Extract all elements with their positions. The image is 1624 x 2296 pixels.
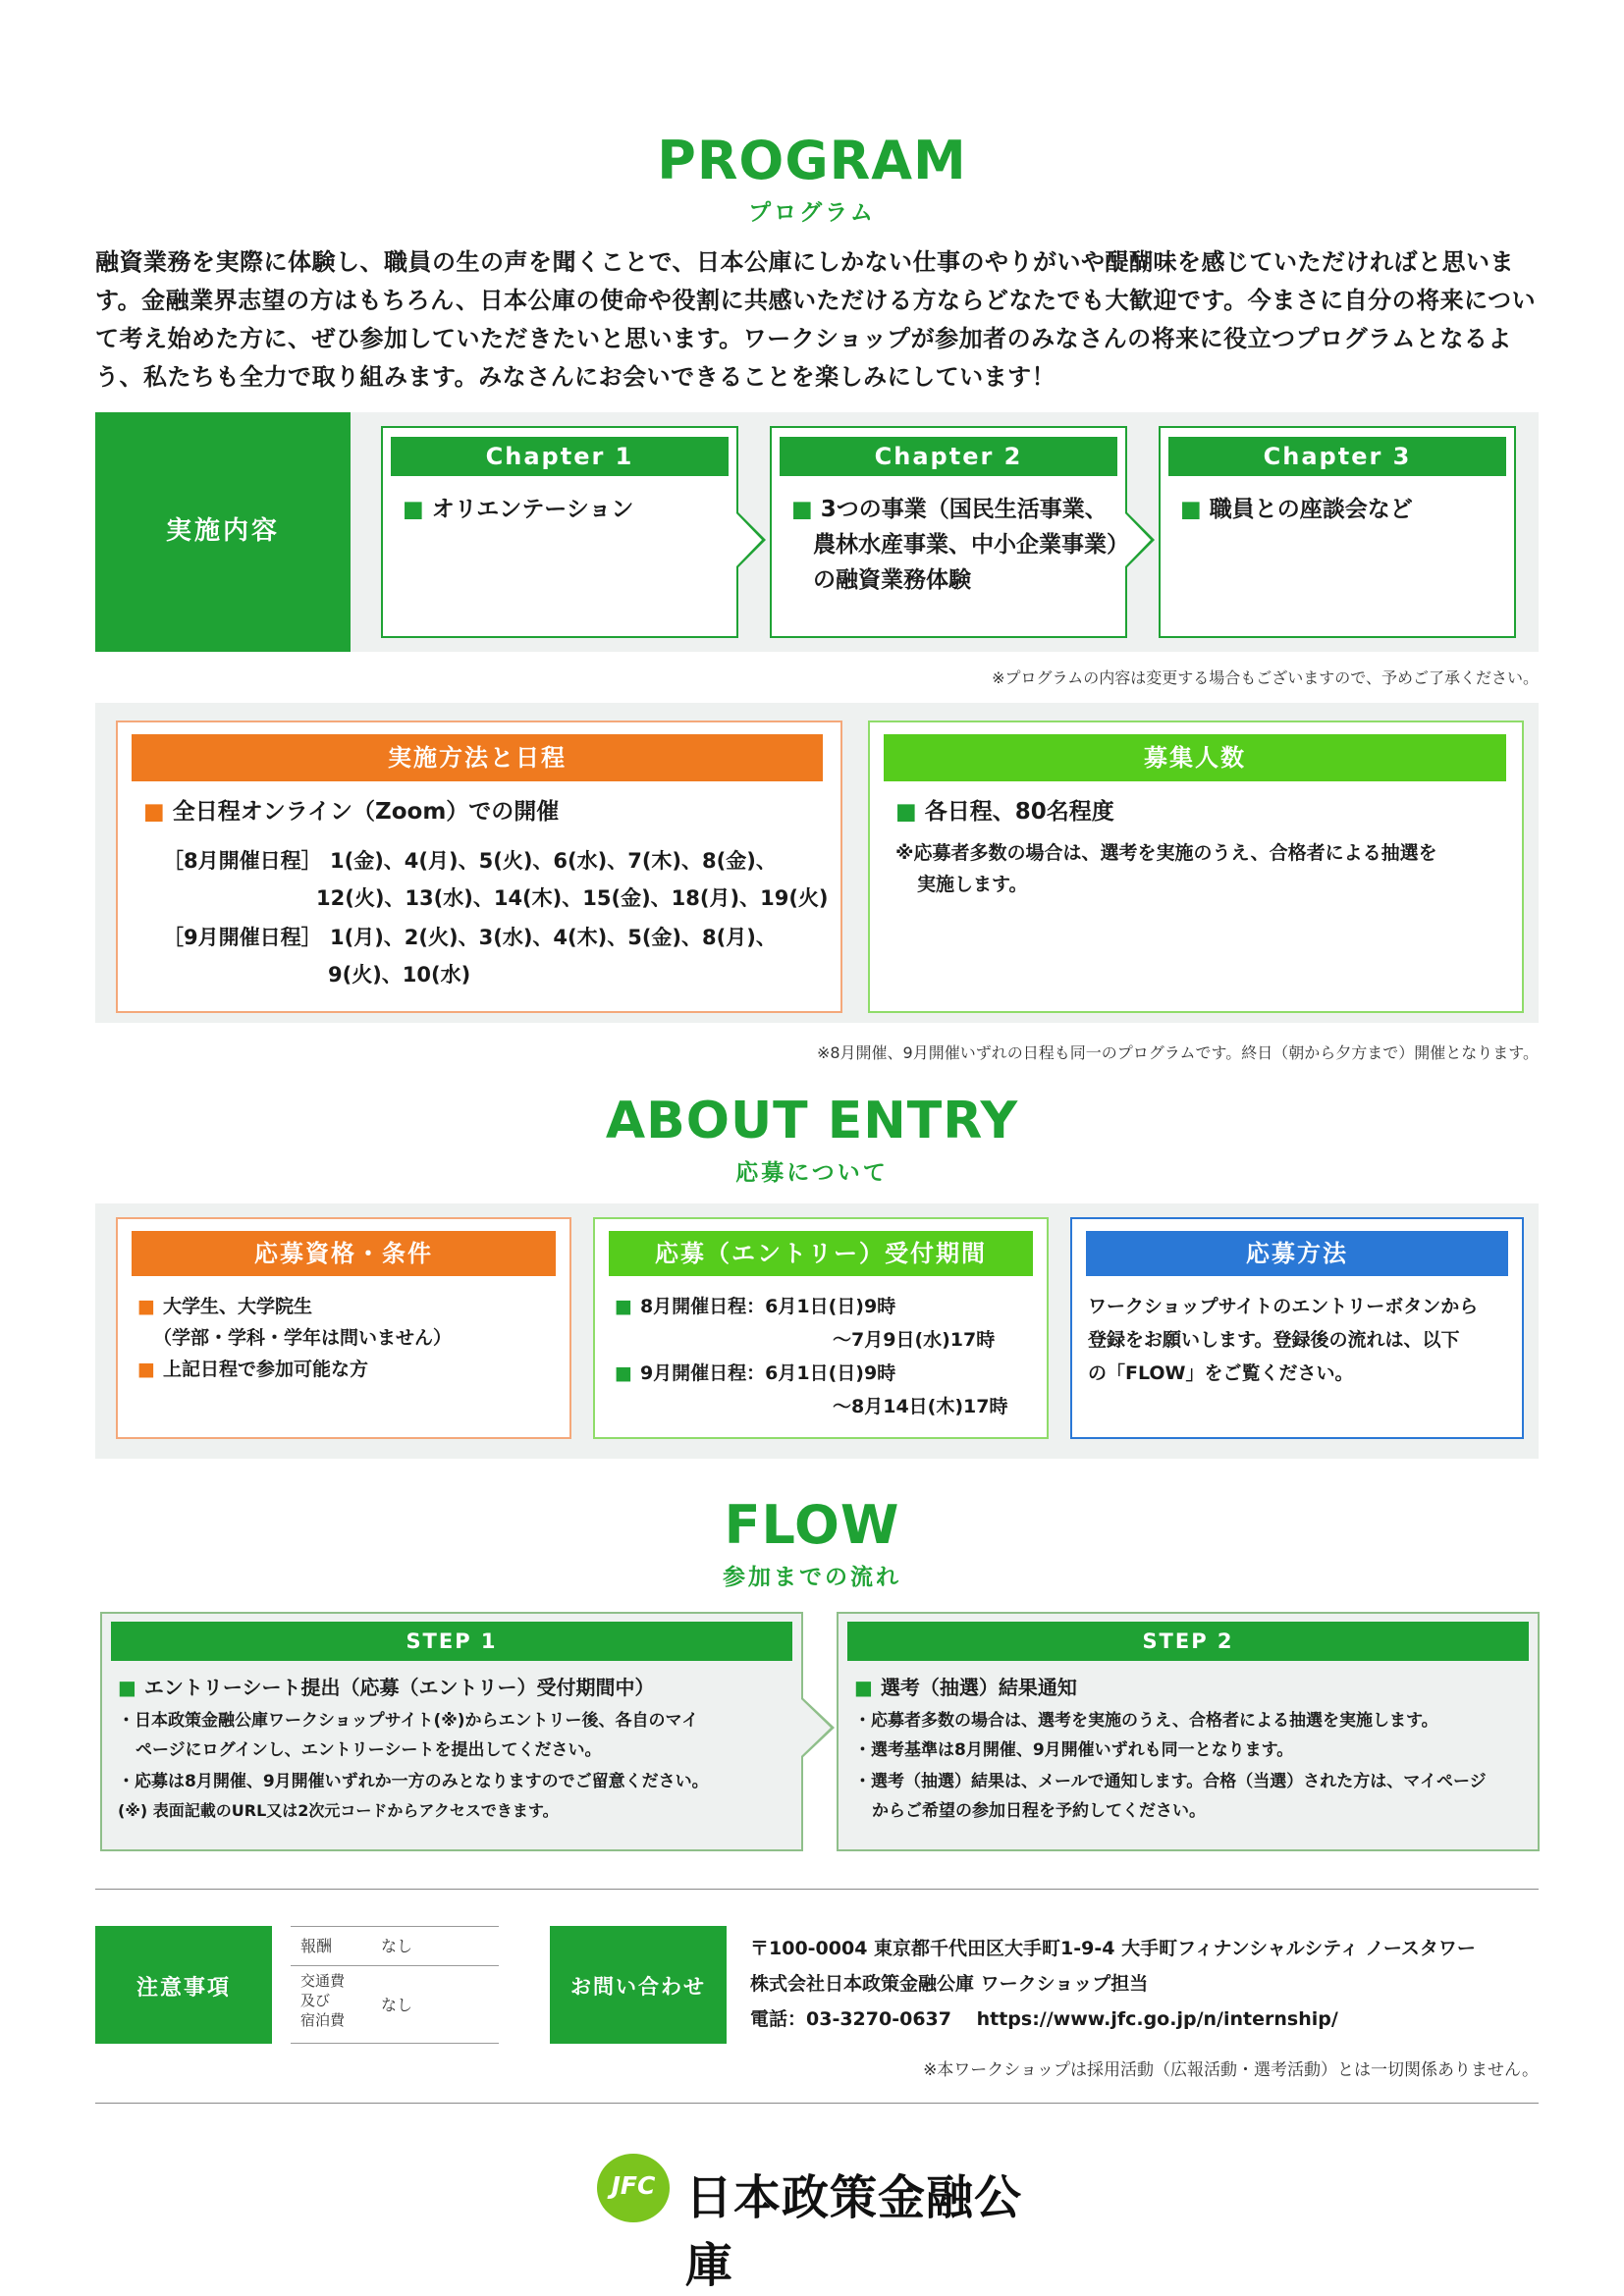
schedule-note: ※8月開催、9月開催いずれの日程も同一のプログラムです。終日（朝から夕方まで）開催となります。 <box>816 1043 1539 1062</box>
step1-bullet-1b: ページにログインし、エントリーシートを提出してください。 <box>135 1740 602 1760</box>
notice-table <box>291 1926 499 2044</box>
jfc-logo-text: 日本政策金融公庫 <box>685 2170 1023 2293</box>
qual-item-1b: （学部・学科・学年は問いません） <box>153 1327 453 1349</box>
step2-title: STEP 2 <box>847 1622 1529 1661</box>
aug-dates-line1: 1(金)、4(月)、5(火)、6(水)、7(木)、8(金)、 <box>330 849 777 873</box>
contact-company: 株式会社日本政策金融公庫 ワークショップ担当 <box>750 1973 1149 1995</box>
method-line-2: 登録をお願いします。登録後の流れは、以下 <box>1088 1329 1460 1351</box>
chevron-right-icon-inner <box>801 1699 831 1756</box>
qualification-title: 応募資格・条件 <box>132 1231 556 1276</box>
travel-label-1: 交通費 <box>300 1972 346 1990</box>
sep-dates-line1: 1(月)、2(火)、3(水)、4(木)、5(金)、8(月)、 <box>330 926 777 949</box>
period-sep-end: ～8月14日(木)17時 <box>833 1396 1008 1417</box>
reward-label: 報酬 <box>300 1937 333 1955</box>
step1-note: (※) 表面記載のURL又は2次元コードからアクセスできます。 <box>118 1801 559 1820</box>
sep-label: ［9月開催日程］ <box>163 926 322 949</box>
recruit-item: ■ 各日程、80名程度 <box>895 795 1114 828</box>
recruit-title: 募集人数 <box>884 734 1506 781</box>
step2-bullet-2: ・選考基準は8月開催、9月開催いずれも同一となります。 <box>854 1740 1294 1760</box>
notice-label: 注意事項 <box>135 1976 231 2001</box>
disclaimer: ※本ワークショップは採用活動（広報活動・選考活動）とは一切関係ありません。 <box>923 2060 1539 2080</box>
step1-heading: ■ エントリーシート提出（応募（エントリー）受付期間中） <box>118 1671 655 1704</box>
program-title: PROGRAM <box>657 130 967 191</box>
step1-title: STEP 1 <box>111 1622 792 1661</box>
contact-address: 〒100-0004 東京都千代田区大手町1-9-4 大手町フィナンシャルシティ ノースタワー <box>750 1938 1476 1959</box>
schedule-item: ■ 全日程オンライン（Zoom）での開催 <box>143 795 559 828</box>
qual-item-2: ■ 上記日程で参加可能な方 <box>137 1355 368 1384</box>
step1-bullet-1a: ・日本政策金融公庫ワークショップサイト(※)からエントリー後、各自のマイ <box>118 1711 699 1731</box>
chapter-1-title: Chapter 1 <box>391 437 729 476</box>
chevron-right-icon-inner <box>1125 513 1151 566</box>
flow-subtitle: 参加までの流れ <box>723 1565 901 1590</box>
chapter-2-item-line2: 農林水産事業、中小企業事業） <box>813 532 1129 558</box>
step2-heading: ■ 選考（抽選）結果通知 <box>854 1671 1077 1704</box>
recruit-note-line1: ※応募者多数の場合は、選考を実施のうえ、合格者による抽選を <box>895 842 1437 864</box>
entry-subtitle: 応募について <box>735 1160 889 1186</box>
aug-dates-line2: 12(火)、13(水)、14(木)、15(金)、18(月)、19(火) <box>316 886 829 910</box>
jfc-logo-mark-text: JFC <box>611 2171 656 2200</box>
sep-dates-line2: 9(火)、10(水) <box>328 963 471 987</box>
period-title: 応募（エントリー）受付期間 <box>609 1231 1033 1276</box>
content-label: 実施内容 <box>165 516 280 546</box>
program-subtitle: プログラム <box>748 200 876 226</box>
period-aug: ■ 8月開催日程：6月1日(日)9時 <box>615 1292 895 1321</box>
program-intro: 融資業務を実際に体験し、職員の生の声を聞くことで、日本公庫にしかない仕事のやりがいや醍醐味を感じていただければと思います。金融業界志望の方はもちろん、日本公庫の使命や役割に共感いただける方ならどなたでも大歓迎です。今まさに自分の将来について考え始めた方に、ぜひ参加していただきたいと思います。ワークショップが参加者のみなさんの将来に役立つプログラムとなるよう、私たちも全力で取り組みます。みなさんにお会いできることを楽しみにしています！ <box>95 248 1537 391</box>
chapter-2-title: Chapter 2 <box>780 437 1117 476</box>
chapter-3-title: Chapter 3 <box>1168 437 1506 476</box>
schedule-title: 実施方法と日程 <box>132 734 823 781</box>
step2-bullet-3b: からご希望の参加日程を予約してください。 <box>872 1801 1206 1821</box>
chevron-right-icon-inner <box>736 513 762 566</box>
chapter-1-item: ■ オリエンテーション <box>403 493 633 526</box>
divider-top <box>95 1889 1539 1890</box>
chapter-2-item: ■ 3つの事業（国民生活事業、 <box>791 493 1108 526</box>
jfc-logo <box>597 2152 1029 2293</box>
flow-title: FLOW <box>724 1494 900 1556</box>
step1-bullet-2: ・応募は8月開催、9月開催いずれか一方のみとなりますのでご留意ください。 <box>118 1772 709 1791</box>
content-note: ※プログラムの内容は変更する場合もございますので、予めご了承ください。 <box>992 668 1539 687</box>
step2-bullet-3a: ・選考（抽選）結果は、メールで通知します。合格（当選）された方は、マイページ <box>854 1772 1487 1791</box>
step2-bullet-1: ・応募者多数の場合は、選考を実施のうえ、合格者による抽選を実施します。 <box>854 1711 1438 1731</box>
aug-label: ［8月開催日程］ <box>163 849 322 873</box>
period-aug-end: ～7月9日(水)17時 <box>833 1329 996 1351</box>
divider-bottom <box>95 2103 1539 2104</box>
travel-label-2: 及び <box>300 1992 331 2009</box>
period-sep: ■ 9月開催日程：6月1日(日)9時 <box>615 1359 895 1388</box>
method-title: 応募方法 <box>1086 1231 1508 1276</box>
recruit-note-line2: 実施します。 <box>917 874 1028 895</box>
chapter-3-item: ■ 職員との座談会など <box>1180 493 1413 526</box>
entry-title: ABOUT ENTRY <box>605 1092 1019 1150</box>
method-line-1: ワークショップサイトのエントリーボタンから <box>1088 1296 1479 1317</box>
reward-value: なし <box>381 1937 413 1955</box>
travel-value: なし <box>381 1996 413 2014</box>
qual-item-1: ■ 大学生、大学院生 <box>137 1292 312 1321</box>
travel-label-3: 宿泊費 <box>300 2011 346 2029</box>
chapter-2-item-line3: の融資業務体験 <box>813 567 971 593</box>
method-line-3: の「FLOW」をご覧ください。 <box>1088 1362 1354 1384</box>
contact-phone-url: 電話：03-3270-0637 https://www.jfc.go.jp/n/internship/ <box>750 2008 1338 2030</box>
contact-label: お問い合わせ <box>570 1975 706 1999</box>
